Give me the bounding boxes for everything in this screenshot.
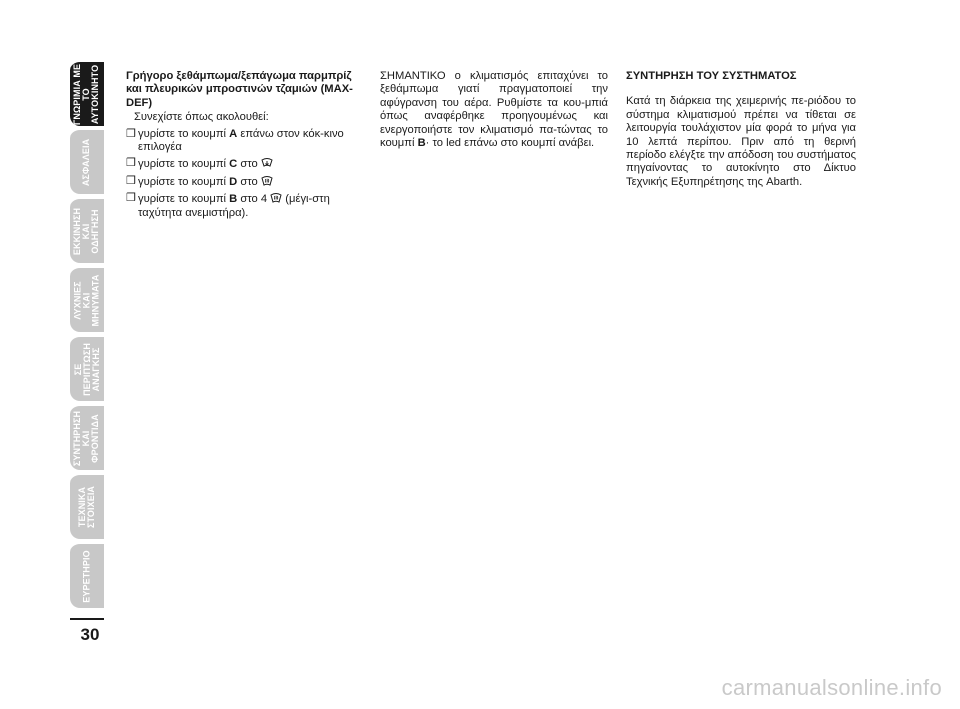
knob-key: D — [229, 175, 238, 188]
tab-label: ΑΣΦΑΛΕΙΑ — [81, 138, 92, 186]
tab-label: ΕΥΡΕΤΗΡΙΟ — [81, 549, 92, 603]
tab-lights-messages[interactable] — [70, 266, 104, 332]
tab-label: ΣΕ ΠΕΡΙΠΤΩΣΗ ΑΝΑΓΚΗΣ — [72, 342, 101, 396]
tab-technical-data[interactable] — [70, 473, 104, 539]
checkbox-bullet-icon: ❒ — [126, 127, 136, 140]
watermark: carmanualsonline.info — [721, 675, 942, 700]
knob-key: C — [229, 158, 238, 171]
tab-index[interactable] — [70, 542, 104, 608]
windshield-defrost-icon — [261, 175, 273, 187]
note-text: · το led επάνω στο κουμπί ανάβει. — [425, 137, 595, 150]
tab-label: ΛΥΧΝΙΕΣ ΚΑΙ ΜΗΝΥΜΑΤΑ — [72, 274, 101, 326]
step-text: γυρίστε το κουμπί — [138, 127, 230, 140]
list-item — [126, 128, 358, 155]
knob-key: A — [229, 127, 238, 140]
list-item — [126, 175, 358, 189]
fan-defrost-icon — [270, 192, 282, 204]
tab-getting-to-know[interactable] — [70, 60, 104, 126]
list-item — [126, 157, 358, 171]
step-text: γυρίστε το κουμπί — [138, 158, 230, 171]
step-text: στο 4 — [237, 193, 271, 206]
tab-maintenance[interactable] — [70, 404, 104, 470]
column-defrost-instructions — [126, 70, 358, 223]
page-number: 30 — [80, 625, 100, 644]
tab-label: ΓΝΩΡΙΜΙΑ ΜΕ ΤΟ ΑΥΤΟΚΙΝΗΤΟ — [72, 63, 101, 125]
tab-safety[interactable] — [70, 128, 104, 194]
checkbox-bullet-icon: ❒ — [126, 157, 136, 170]
section-heading: Γρήγορο ξεθάμπωμα/ξεπάγωμα παρμπρίζ και πλευρικών μπροστινών τζαμιών (MAX-DEF) — [126, 70, 353, 109]
step-text: γυρίστε το κουμπί — [138, 193, 230, 206]
step-text: στο — [237, 158, 261, 171]
knob-key: B — [417, 137, 426, 150]
column-system-maintenance — [626, 70, 856, 189]
intro-text: Συνεχίστε όπως ακολουθεί: — [134, 111, 269, 124]
column-important-note — [380, 70, 608, 150]
windshield-airflow-icon — [261, 157, 273, 169]
maintenance-text: Κατά τη διάρκεια της χειμερινής πε-ριόδου το σύστημα κλιματισμού πρέπει να τίθεται σε λειτουργία τουλάχιστον μία φορά το μήνα για 10 λεπτά περίπου. Πριν από τη θερινή περίοδο ελέγξτε την απόδοση του συστήματος πηγαίνοντας το αυτοκίνητο στο Δίκτυο Τεχνικής Εξυπηρέτησης της Abarth. — [626, 95, 856, 188]
step-text: (μέγι-στη ταχύτητα ανεμιστήρα). — [138, 193, 330, 219]
tab-label: ΣΥΝΤΗΡΗΣΗ ΚΑΙ ΦΡΟΝΤΙΔΑ — [72, 410, 101, 466]
step-text: γυρίστε το κουμπί — [138, 175, 230, 188]
step-text: επάνω στον κόκ-κινο επιλογέα — [138, 127, 344, 154]
tab-starting-driving[interactable] — [70, 197, 104, 263]
tab-label: ΤΕΧΝΙΚΑ ΣΤΟΙΧΕΙΑ — [77, 485, 97, 529]
checkbox-bullet-icon: ❒ — [126, 174, 136, 187]
note-text: ΣΗΜΑΝΤΙΚΟ ο κλιματισμός επιταχύνει το ξεθάμπωμα γιατί πραγματοποιεί την αφύγρανση του αέρα. Ρυθμίστε τα κου-μπιά όπως αναφέρθηκε προηγουμένως και ενεργοποιήστε τον κλιματισμό πα-τώντας το κουμπί — [380, 70, 608, 150]
knob-key: B — [229, 193, 238, 206]
list-item — [126, 192, 358, 220]
tab-label: ΕΚΚΙΝΗΣΗ ΚΑΙ ΟΔΗΓΗΣΗ — [72, 207, 101, 255]
tab-divider — [70, 618, 104, 620]
step-text: στο — [237, 175, 261, 188]
tab-emergency[interactable] — [70, 335, 104, 401]
section-heading: ΣΥΝΤΗΡΗΣΗ ΤΟΥ ΣΥΣΤΗΜΑΤΟΣ — [626, 70, 797, 82]
checkbox-bullet-icon: ❒ — [126, 192, 136, 205]
important-note — [380, 70, 608, 150]
